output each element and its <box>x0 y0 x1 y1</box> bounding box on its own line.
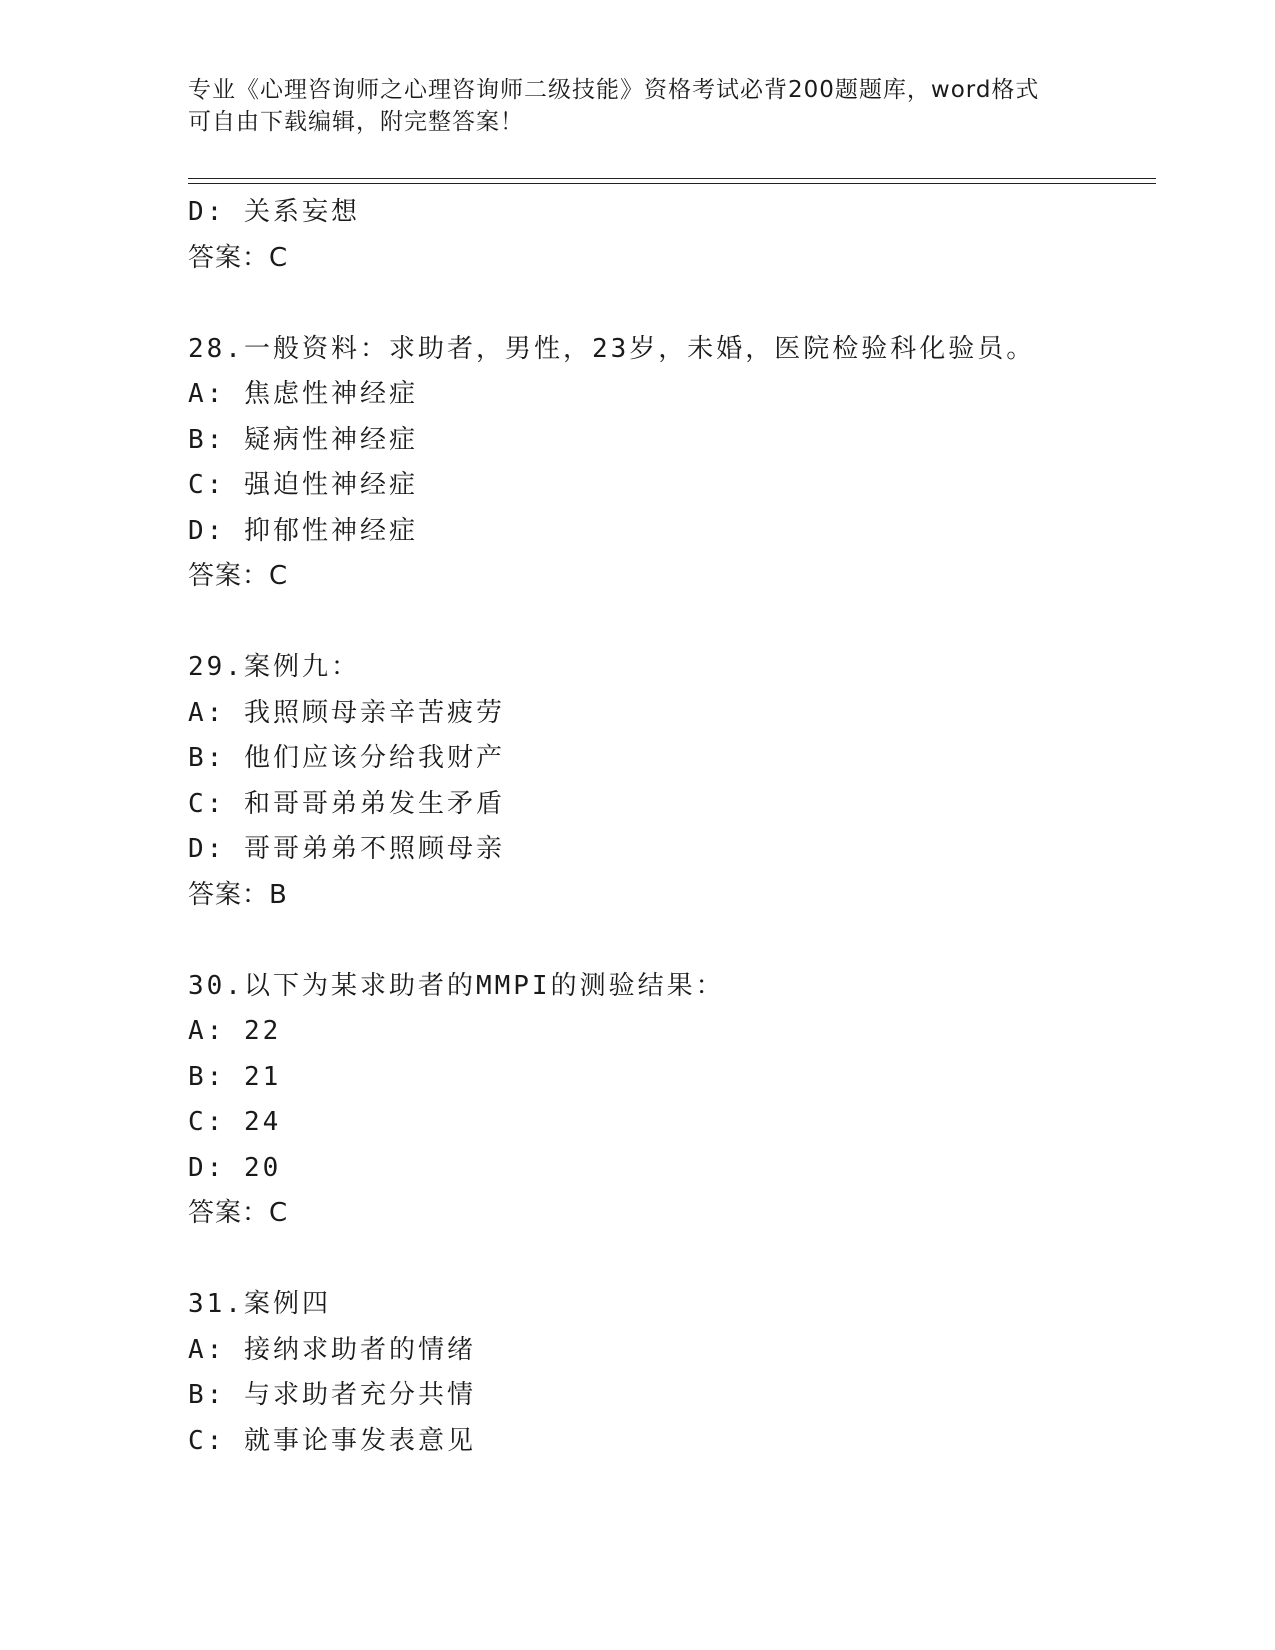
question-28-option-a: A: 焦虑性神经症 <box>188 379 418 409</box>
question-30-option-c: C: 24 <box>188 1107 282 1137</box>
question-29-stem: 29.案例九： <box>188 652 360 682</box>
spacer <box>188 1237 1148 1283</box>
document-header <box>188 74 1088 138</box>
question-28-answer: 答案：C <box>188 561 289 591</box>
question-30-option-d: D: 20 <box>188 1152 282 1183</box>
question-31-option-b: B: 与求助者充分共情 <box>188 1380 476 1410</box>
question-29-option-a: A: 我照顾母亲辛苦疲劳 <box>188 697 505 728</box>
prev-question-option-d: D: 关系妄想 <box>188 197 360 227</box>
question-30-answer: 答案：C <box>188 1198 289 1228</box>
header-divider-top <box>188 178 1156 179</box>
question-28-option-d: D: 抑郁性神经症 <box>188 515 418 546</box>
header-divider-bottom <box>188 183 1156 184</box>
spacer <box>188 281 1148 327</box>
question-31-stem: 31.案例四 <box>188 1289 331 1319</box>
spacer <box>188 600 1148 646</box>
header-title-line-1: 专业《心理咨询师之心理咨询师二级技能》资格考试必背200题题库，word格式 <box>188 77 1040 103</box>
question-28-option-c: C: 强迫性神经症 <box>188 470 418 500</box>
question-29-answer: 答案：B <box>188 879 288 910</box>
question-28-stem: 28.一般资料：求助者，男性，23岁，未婚，医院检验科化验员。 <box>188 333 1036 364</box>
header-title-line-2: 可自由下载编辑，附完整答案！ <box>188 109 524 135</box>
prev-question-answer: 答案：C <box>188 242 289 273</box>
question-list <box>188 190 1148 1464</box>
question-30-stem: 30.以下为某求助者的MMPI的测验结果： <box>188 970 725 1001</box>
question-31-option-a: A: 接纳求助者的情绪 <box>188 1334 476 1365</box>
question-29-option-c: C: 和哥哥弟弟发生矛盾 <box>188 788 505 819</box>
question-31-option-c: C: 就事论事发表意见 <box>188 1425 476 1456</box>
question-29-option-b: B: 他们应该分给我财产 <box>188 743 505 773</box>
question-30-option-a: A: 22 <box>188 1016 282 1046</box>
question-29-option-d: D: 哥哥弟弟不照顾母亲 <box>188 834 505 864</box>
spacer <box>188 918 1148 964</box>
question-30-option-b: B: 21 <box>188 1061 282 1092</box>
question-28-option-b: B: 疑病性神经症 <box>188 424 418 455</box>
